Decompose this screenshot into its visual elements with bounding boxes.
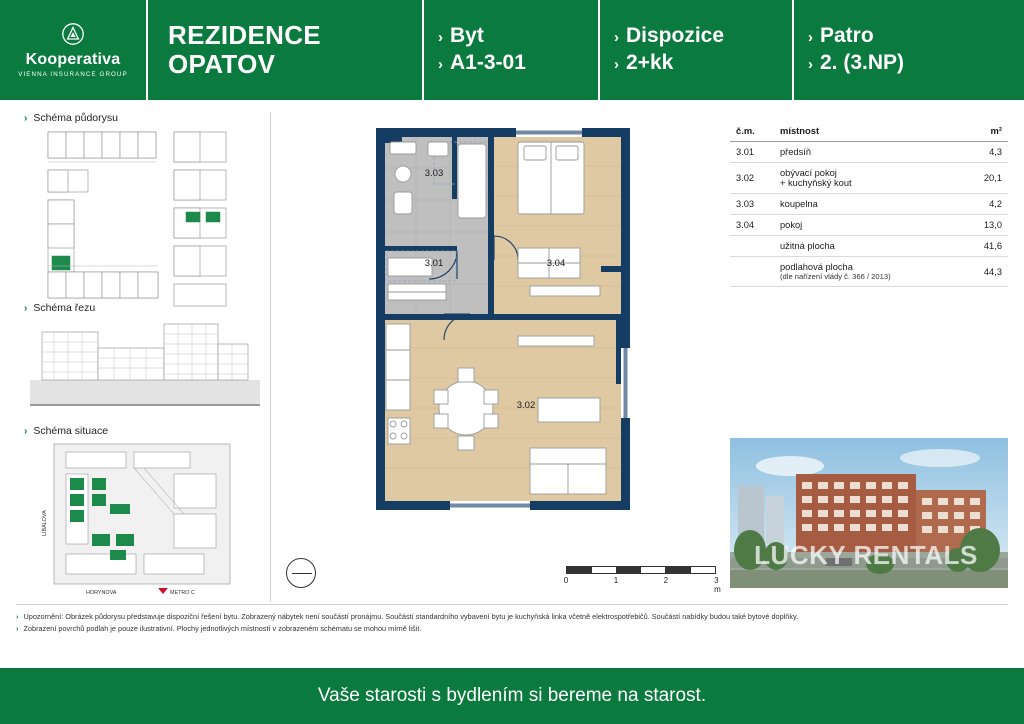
page-header [0,0,1024,100]
cell-room-area: 4,2 [964,194,1008,215]
kitchen-furniture [386,324,410,444]
project-title-line2: OPATOV [168,49,276,79]
cell-empty [730,257,774,287]
chevron-right-icon: › [24,426,28,437]
cell-room-area: 20,1 [964,163,1008,194]
footer-slogan: Vaše starosti s bydlením si bereme na starost. [317,685,707,706]
header-field-floor [794,0,1022,100]
cell-total-area: 44,3 [964,257,1008,287]
metro-label: METRO C [170,590,195,596]
schema-section-title: › Schéma řezu [24,302,96,314]
table-row-total-usable [730,236,1008,257]
header-room-name: místnost [774,120,964,142]
room-schedule-table [730,120,1008,287]
street-label-bottom: HORYNOVA [86,590,117,596]
cell-room-name [774,163,964,194]
brand-logo [0,0,148,100]
scale-tick-2: 2 [663,576,669,585]
brand-name: Kooperativa [25,50,121,68]
metro-icon [158,588,168,594]
page-footer [0,668,1024,724]
cell-room-name-line1: obývací pokoj [780,168,837,178]
building-visualisation [730,438,1008,588]
chevron-right-icon: › [614,29,619,47]
table-row [730,142,1008,163]
unit-value: A1-3-01 [450,51,526,74]
section-schema [24,314,264,434]
cell-room-area: 4,3 [964,142,1008,163]
room-label-3-01: 3.01 [424,258,444,269]
table-row [730,215,1008,236]
cell-empty [730,236,774,257]
cell-total-label [774,257,964,287]
table-row [730,194,1008,215]
schema-situation-title: › Schéma situace [24,425,109,437]
header-field-layout [600,0,794,100]
table-row-total-floor [730,257,1008,287]
cell-room-name: koupelna [774,194,964,215]
room-label-3-02: 3.02 [516,400,536,411]
cell-room-number: 3.04 [730,215,774,236]
chevron-right-icon: › [614,56,619,73]
chevron-right-icon: › [808,56,813,73]
footnotes [16,612,1008,636]
room-label-3-04: 3.04 [546,258,566,269]
chevron-right-icon: › [16,612,19,621]
brand-subtitle: VIENNA INSURANCE GROUP [18,70,128,78]
situation-schema [24,438,264,598]
cell-room-number: 3.02 [730,163,774,194]
floor-value: 2. (3.NP) [820,51,905,74]
chevron-right-icon: › [438,29,443,47]
table-header-row [730,120,1008,142]
compass-north-icon [286,558,316,588]
chevron-right-icon: › [24,303,28,314]
cell-total-label-sub: (dle nařízení vlády č. 366 / 2013) [780,272,891,281]
floorplan-drawing [330,118,690,548]
layout-value: 2+kk [626,51,674,74]
chevron-right-icon: › [16,623,19,633]
layout-label: Dispozice [626,24,725,48]
header-room-area: m² [964,120,1008,142]
cell-total-label-main: podlahová plocha [780,262,853,272]
unit-label: Byt [450,24,484,48]
chevron-right-icon: › [438,56,443,73]
scale-bar-segments [566,566,716,574]
footnote-2: › Zobrazení povrchů podlah je pouze ilustrativní. Plochy jednotlivých místností v zobrazeném schématu se mohou mírně lišit. [16,623,422,633]
floor-label: Patro [820,24,874,48]
street-label-left: LÍBALOVA [42,510,48,536]
building-visualisation-image [730,438,1008,588]
chevron-right-icon: › [808,29,813,47]
cell-room-name: pokoj [774,215,964,236]
watermark: LUCKY RENTALS [754,539,978,570]
schemas-column [16,112,271,602]
scale-tick-3: 3 m [714,576,721,594]
project-title [148,0,424,100]
cell-total-area: 41,6 [964,236,1008,257]
table-row [730,163,1008,194]
header-room-number: č.m. [730,120,774,142]
header-field-unit [424,0,600,100]
scale-tick-1: 1 [613,576,619,585]
scale-bar-ticks [563,574,721,594]
divider [16,604,1008,605]
cell-room-number: 3.03 [730,194,774,215]
footnote-1: › Upozornění: Obrázek půdorysu představuje dispoziční řešení bytu. Zobrazený nábytek není součástí pronájmu. Součástí standardního vybavení bytu je kuchyňská linka včetně elektrospotřebičů. Součástí nabídky budou také bytové doplňky. [16,612,799,621]
floorplan-schema [24,126,264,311]
cell-room-area: 13,0 [964,215,1008,236]
cell-room-number: 3.01 [730,142,774,163]
apartment-floorplan [330,118,690,548]
cell-total-label: užitná plocha [774,236,964,257]
scale-bar [563,566,721,594]
cell-room-name: předsíň [774,142,964,163]
scale-tick-0: 0 [563,576,569,585]
cell-room-name-line2: + kuchyňský kout [780,178,852,188]
schema-floorplan-title: › Schéma půdorysu [24,112,118,124]
chevron-right-icon: › [24,113,28,124]
kooperativa-logo-icon [60,23,86,47]
room-label-3-03: 3.03 [424,168,444,179]
project-title-line1: REZIDENCE [168,19,321,50]
